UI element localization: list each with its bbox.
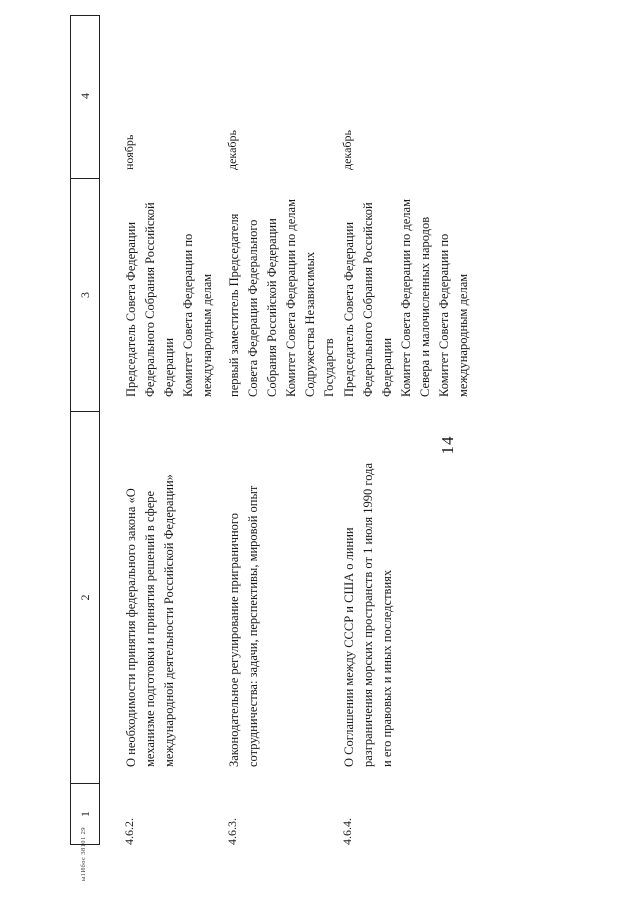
column-number-3: 3 [71, 179, 99, 412]
topic-line: О необходимости принятия федерального закона «О [124, 488, 138, 767]
column-number-4: 4 [71, 14, 99, 179]
topic-line: разграничения морских пространств от 1 июля 1990 года [361, 462, 375, 767]
responsible-line: Комитет Совета Федерации по [437, 233, 451, 397]
responsible-line: Федерального Собрания Российской [361, 202, 375, 397]
topic-line: Законодательное регулирование приграничного [227, 513, 241, 767]
item-topic [340, 447, 397, 767]
item-responsible [225, 177, 339, 397]
item-month: декабрь [225, 130, 239, 170]
rotated-page [70, 15, 630, 885]
responsible-line: Комитет Совета Федерации по [181, 233, 195, 397]
topic-line: механизме подготовки и принятия решений в сфере [143, 490, 157, 767]
topic-line: и его правовых и иных последствиях [380, 569, 394, 767]
responsible-line: международным делам [200, 273, 214, 397]
responsible-line: Федерального Собрания Российской [143, 202, 157, 397]
column-number-row [70, 15, 100, 845]
responsible-line: Председатель Совета Федерации [124, 221, 138, 397]
topic-line: сотрудничества: задачи, перспективы, мировой опыт [246, 485, 260, 767]
print-stamp: ы1Ибос 38101 29 [80, 827, 87, 881]
item-number: 4.6.3. [225, 818, 239, 845]
page-number: 14 [438, 435, 457, 455]
item-number: 4.6.2. [122, 818, 136, 845]
responsible-line: первый заместитель Председателя [227, 213, 241, 397]
column-number-1: 1 [78, 811, 92, 817]
responsible-line: Комитет Совета Федерации по делам [399, 198, 413, 397]
responsible-line: Федерации [162, 337, 176, 397]
item-responsible [340, 177, 473, 397]
column-number-2: 2 [71, 412, 99, 784]
responsible-line: Совета Федерации Федерального [246, 219, 260, 397]
item-topic [225, 447, 263, 767]
item-month: декабрь [340, 130, 354, 170]
responsible-line: Комитет Совета Федерации по делам [284, 198, 298, 397]
responsible-line: Государств [322, 338, 336, 397]
topic-line: О Соглашении между СССР и США о линии [342, 527, 356, 767]
responsible-line: Собрания Российской Федерации [265, 218, 279, 397]
responsible-line: Председатель Совета Федерации [342, 221, 356, 397]
item-topic [122, 447, 179, 767]
responsible-line: Федерации [380, 337, 394, 397]
responsible-line: Содружества Независимых [303, 251, 317, 397]
responsible-line: международным делам [456, 273, 470, 397]
topic-line: международной деятельности Российской Федерации» [162, 474, 176, 767]
item-number: 4.6.4. [340, 818, 354, 845]
item-month: ноябрь [122, 134, 136, 170]
responsible-line: Севера и малочисленных народов [418, 216, 432, 397]
item-responsible [122, 177, 217, 397]
